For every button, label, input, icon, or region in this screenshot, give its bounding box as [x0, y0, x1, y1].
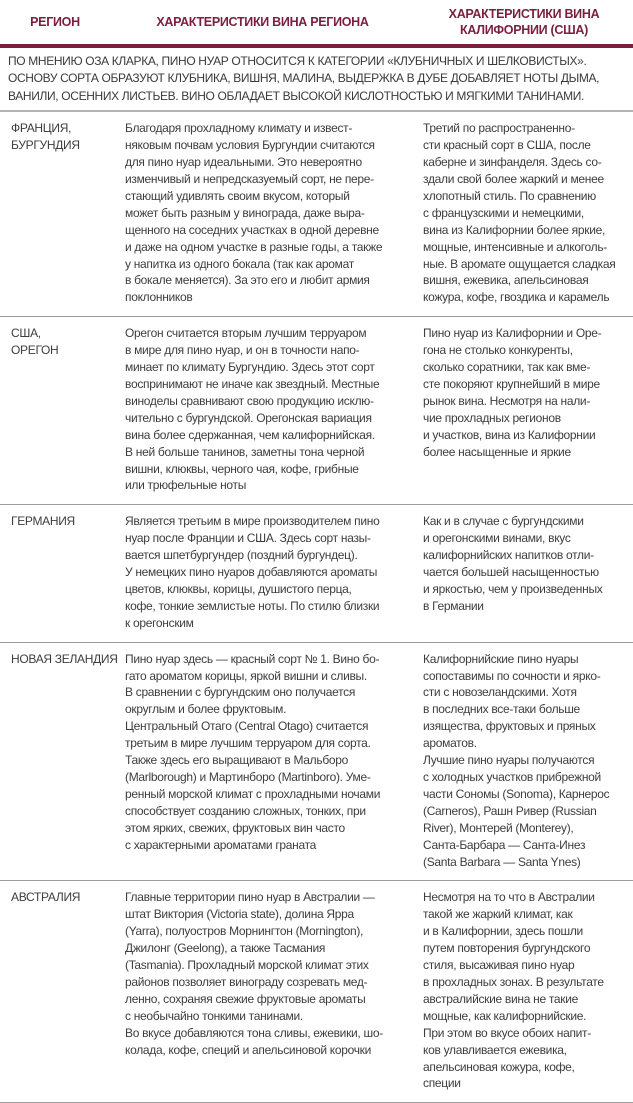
california-wine-cell: Несмотря на то что в Австралии такой же жаркий климат, как и в Калифорнии, здесь пошли путем повторения бургундского стиля, высаживая пино нуар в прохладных зонах. В результате австралийские вина не такие мощные, как калифорнийские. При этом во вкусе обоих напит- ков улавливается ежевика, апельсиновая кожура, кофе, специи: [423, 890, 604, 1091]
table-row: [0, 317, 633, 505]
california-wine-cell: Третий по распространенно- сти красный сорт в США, после каберне и зинфанделя. Здесь со- здали свой более жаркий и менее хлопотный стиль. По сравнению с французскими и немецкими, вина из Калифорнии более яркие, мощные, интенсивные и алкоголь- ные. В аромате ощущается сладкая вишня, ежевика, апельсиновая кожура, кофе, гвоздика и карамель: [423, 121, 616, 305]
table-row: [0, 112, 633, 317]
column-header-region-wine: ХАРАКТЕРИСТИКИ ВИНА РЕГИОНА: [156, 15, 369, 29]
region-wine-cell: Главные территории пино нуар в Австралии — штат Виктория (Victoria state), долина Ярра (Yarra), полуостров Морнингтон (Mornington), Джилонг (Geelong), а также Тасмания (Tasmania). Прохладный морской климат этих районов позволяет винограду созревать мед- ленно, сохраняя свежие фруктовые ароматы с необычайно тонкими танинами. Во вкусе добавляются тона сливы, ежевики, шо- колада, кофе, специй и апельсиновой корочки: [125, 890, 383, 1057]
california-wine-cell: Пино нуар из Калифорнии и Оре- гона не столько конкуренты, сколько соратники, так как вме- сте покоряют крупнейший в мире рынок вина. Несмотря на нали- чие прохладных регионов и участков, вина из Калифорнии более насыщенные и яркие: [423, 326, 602, 459]
region-wine-cell: Является третьим в мире производителем пино нуар после Франции и США. Здесь сорт назы- вается шпетбургундер (поздний бургундец). У немецких пино нуаров добавляются ароматы цветов, клюквы, корицы, душистого перца, кофе, тонкие землистые ноты. По стилю близки к орегонским: [125, 514, 380, 630]
region-cell: ФРАНЦИЯ, БУРГУНДИЯ: [11, 121, 80, 153]
table-row: [0, 643, 633, 882]
region-wine-cell: Орегон считается вторым лучшим терруаром в мире для пино нуар, и он в точности напо- минает по климату Бургундию. Здесь этот сорт воспринимают не иначе как звездный. Местные виноделы сравнивают свою продукцию исклю- чительно с бургундской. Орегонская вариация вина более сдержанная, чем калифорнийская. В ней больше танинов, заметны тона черной вишни, клюквы, черного чая, кофе, грибные или трюфельные ноты: [125, 326, 380, 493]
table-row: [0, 505, 633, 642]
region-cell: АВСТРАЛИЯ: [11, 890, 81, 905]
intro-text: ПО МНЕНИЮ ОЗА КЛАРКА, ПИНО НУАР ОТНОСИТСЯ К КАТЕГОРИИ «КЛУБНИЧНЫХ И ШЕЛКОВИСТЫХ». ОСНОВУ СОРТА ОБРАЗУЮТ КЛУБНИКА, ВИШНЯ, МАЛИНА, ВЫДЕРЖКА В ДУБЕ ДОБАВЛЯЕТ НОТЫ ДЫМА, ВАНИЛИ, ОСЕННИХ ЛИСТЬЕВ. ВИНО ОБЛАДАЕТ ВЫСОКОЙ КИСЛОТНОСТЬЮ И МЯГКИМИ ТАНИНАМИ.: [8, 53, 600, 103]
region-wine-cell: Пино нуар здесь — красный сорт № 1. Вино бо- гато ароматом корицы, яркой вишни и сливы. В сравнении с бургундским оно получается округлым и более фруктовым. Центральный Отаго (Central Otago) считается третьим в мире лучшим терруаром для сорта. Также здесь его выращивают в Мальборо (Marlborough) и Мартинборо (Martinboro). Уме- ренный морской климат с прохладными ночами способствует созданию сложных, тонких, при этом ярких, свежих, фруктовых вин часто с характерными ароматами граната: [125, 651, 381, 852]
california-wine-cell: Калифорнийские пино нуары сопоставимы по сочности и ярко- сти с новозеландскими. Хотя в последних все-таки больше изящества, фруктовых и пряных ароматов. Лучшие пино нуары получаются с холодных участков прибрежной части Сономы (Sonoma), Карнерос (Carneros), Рашн Ривер (Russian River), Монтерей (Monterey), Санта-Барбара — Санта-Инез (Santa Barbara — Santa Ynes): [423, 651, 610, 869]
column-header-california-wine: ХАРАКТЕРИСТИКИ ВИНА КАЛИФОРНИИ (США): [448, 7, 600, 37]
table-header: [0, 0, 633, 44]
california-wine-cell: Как и в случае с бургундскими и орегонскими винами, вкус калифорнийских напитков отли- чается большей насыщенностью и яркостью, чем у произведенных в Германии: [423, 514, 603, 613]
column-header-region: РЕГИОН: [30, 15, 80, 29]
region-cell: ГЕРМАНИЯ: [11, 514, 75, 529]
region-wine-cell: Благодаря прохладному климату и извест- няковым почвам условия Бургундии считаются для пино нуар идеальными. Это невероятно изменчивый и непредсказуемый сорт, не пере- стающий удивлять своим вкусом, который может быть разным у винограда, даже выра- щенного на соседних участках в одной деревне и даже на одном участке в разные годы, а также у напитка из одного бокала (так как аромат в бокале меняется). За это его и любит армия поклонников: [125, 121, 383, 305]
table-row: [0, 881, 633, 1103]
region-cell: НОВАЯ ЗЕЛАНДИЯ: [11, 651, 118, 666]
region-cell: США, ОРЕГОН: [11, 326, 59, 358]
